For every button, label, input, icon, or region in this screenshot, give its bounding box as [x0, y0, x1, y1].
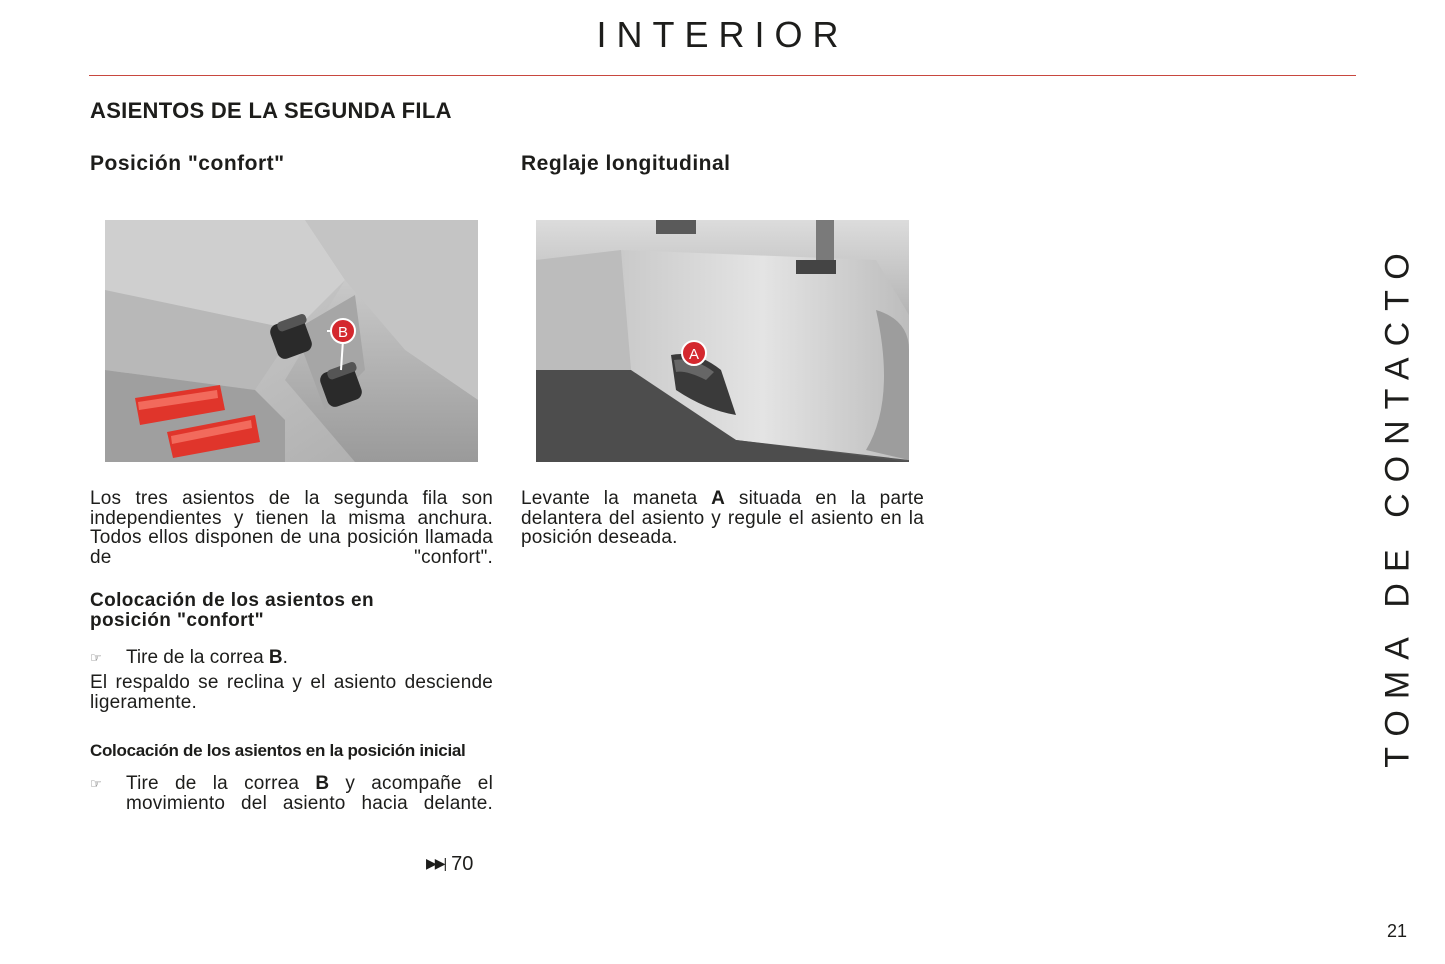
chapter-side-tab-label: TOMA DE CONTACTO	[1378, 242, 1417, 768]
seat-lever-photo	[536, 220, 909, 462]
recline-paragraph: El respaldo se reclina y el asiento desciende ligeramente.	[90, 672, 493, 713]
lever-paragraph-text: Levante la maneta	[521, 488, 712, 509]
header-divider	[89, 75, 1356, 76]
left-column-title: Posición "confort"	[90, 152, 285, 175]
right-column-title: Reglaje longitudinal	[521, 152, 731, 175]
seat-strap-photo	[105, 220, 478, 462]
lever-bold-label: A	[711, 488, 726, 509]
comfort-position-heading: Colocación de los asientos en posición "confort"	[90, 590, 375, 631]
lever-paragraph-text-end: situada en la parte delantera del asiento y regule el asiento en la posición deseada.	[521, 488, 924, 549]
bullet-item-return-seat	[90, 774, 493, 816]
bullet-bold-label: B	[315, 773, 330, 794]
bullet-text-end: .	[282, 647, 288, 668]
section-title: ASIENTOS DE LA SEGUNDA FILA	[90, 98, 452, 123]
skip-forward-icon: ▶▶|	[426, 855, 446, 871]
initial-position-heading: Colocación de los asientos en la posición inicial	[90, 741, 466, 760]
pointing-hand-icon: ☞	[90, 650, 102, 665]
lever-paragraph	[521, 489, 924, 548]
bullet-text-end: y acompañe el movimiento del asiento hacia delante.	[126, 773, 493, 814]
bullet-text: Tire de la correa	[126, 647, 269, 668]
page-reference-number: 70	[451, 853, 474, 875]
page-number: 21	[1387, 921, 1408, 941]
photo-label-b: B	[337, 324, 349, 341]
bullet-text: Tire de la correa	[126, 773, 316, 794]
intro-paragraph: Los tres asientos de la segunda fila son independientes y tienen la misma anchura. Todos ellos disponen de una posición llamada de "confort".	[90, 488, 493, 568]
page-reference-link[interactable]	[426, 853, 473, 876]
chapter-side-tab	[1375, 220, 1421, 790]
photo-label-a: A	[688, 346, 700, 363]
bullet-bold-label: B	[268, 647, 283, 668]
bullet-item-pull-strap	[90, 648, 493, 668]
page-title: INTERIOR	[596, 14, 849, 55]
pointing-hand-icon: ☞	[90, 776, 102, 791]
